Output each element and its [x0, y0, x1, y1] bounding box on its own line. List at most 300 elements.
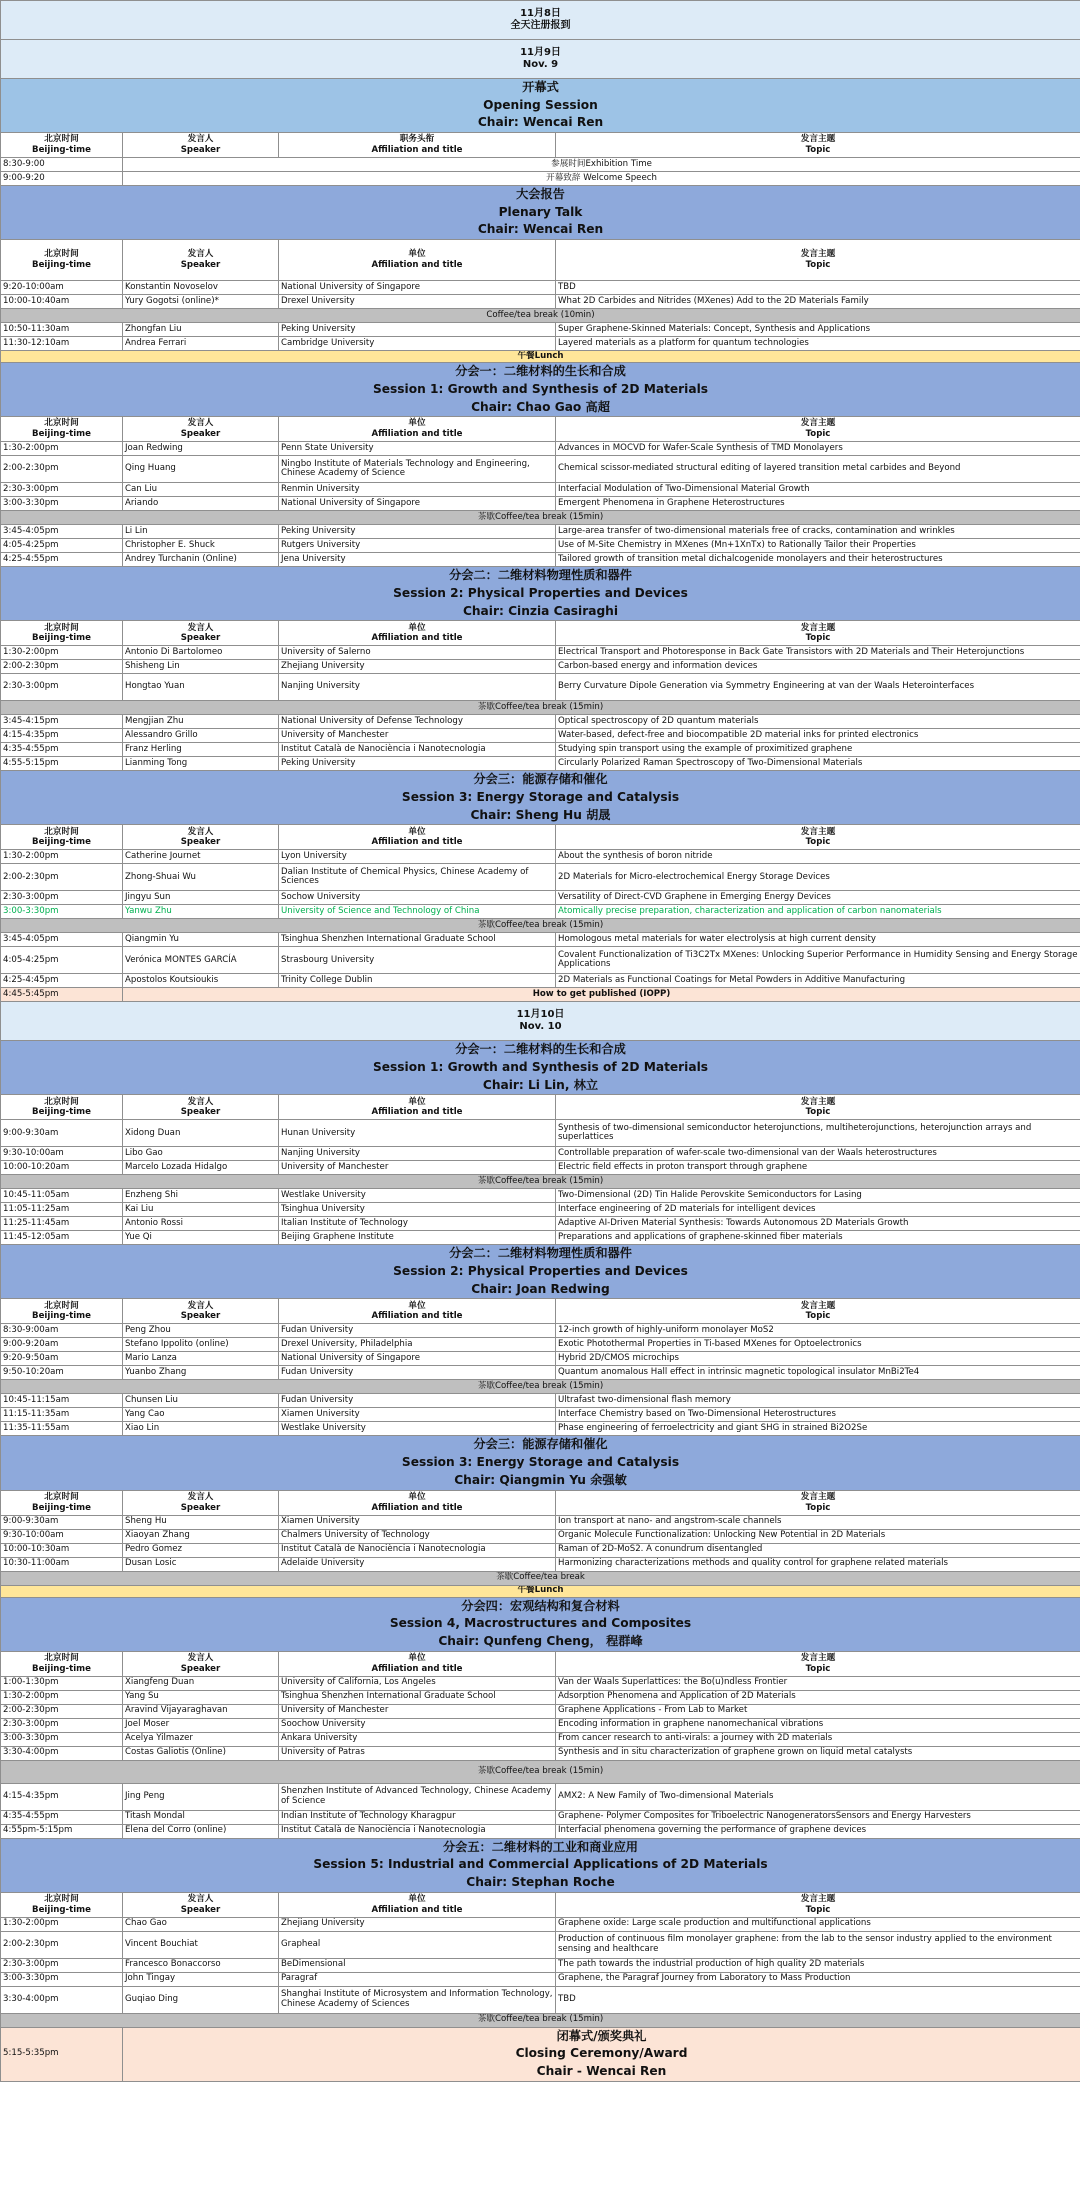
session-chair: Chair: Chao Gao 高超 [471, 399, 610, 414]
topic-header-cn: 发言主题 [800, 1096, 836, 1107]
talk-topic: Large-area transfer of two-dimensional materials free of cracks, contamination and wrinkles [556, 525, 1080, 539]
talk-aff: Shanghai Institute of Microsystem and Information Technology, Chinese Academy of Sciences [279, 1986, 556, 2013]
talk-time: 3:00-3:30pm [1, 905, 123, 919]
time-header-cn: 北京时间 [44, 826, 79, 837]
talk-row [1, 1746, 1080, 1760]
affiliation-header-cn: 单位 [408, 1652, 426, 1663]
talk-aff: Chalmers University of Technology [279, 1529, 556, 1543]
time-header [1, 1651, 123, 1676]
lunch-break-row [1, 1585, 1080, 1597]
time-header [1, 1299, 123, 1324]
talk-aff: Ningbo Institute of Materials Technology and Engineering, Chinese Academy of Science [279, 456, 556, 483]
talk-topic: Graphene Applications - From Lab to Market [556, 1704, 1080, 1718]
affiliation-header [279, 1490, 556, 1515]
talk-aff: Xiamen University [279, 1515, 556, 1529]
talk-topic: About the synthesis of boron nitride [556, 850, 1080, 864]
talk-time: 2:30-3:00pm [1, 1718, 123, 1732]
program-body [1, 1, 1080, 2082]
coffee-break-row [1, 309, 1080, 323]
session-en: Session 2: Physical Properties and Devices [393, 1264, 688, 1279]
talk-topic: Super Graphene-Skinned Materials: Concept, Synthesis and Applications [556, 323, 1080, 337]
day1-session1-header-row [1, 363, 1080, 417]
talk-time: 2:00-2:30pm [1, 660, 123, 674]
talk-time: 10:45-11:05am [1, 1189, 123, 1203]
talk-topic: Graphene oxide: Large scale production and multifunctional applications [556, 1917, 1080, 1931]
session-en: Session 2: Physical Properties and Devices [393, 585, 688, 600]
talk-topic: Interface engineering of 2D materials for intelligent devices [556, 1203, 1080, 1217]
talk-aff: Cambridge University [279, 337, 556, 351]
talk-row [1, 497, 1080, 511]
talk-row [1, 974, 1080, 988]
coffee-break: 茶歇Coffee/tea break (15min) [1, 2013, 1080, 2027]
session-en: Session 3: Energy Storage and Catalysis [401, 789, 680, 804]
talk-time: 10:00-10:40am [1, 295, 123, 309]
session-en: Session 1: Growth and Synthesis of 2D Materials [372, 381, 709, 396]
talk-row [1, 1972, 1080, 1986]
talk-speaker: Andrea Ferrari [123, 337, 279, 351]
talk-row [1, 456, 1080, 483]
day1-session3-header [1, 771, 1080, 825]
talk-time: 3:45-4:15pm [1, 715, 123, 729]
talk-speaker: Joan Redwing [123, 442, 279, 456]
talk-aff: Dalian Institute of Chemical Physics, Chinese Academy of Sciences [279, 864, 556, 891]
talk-aff: Peking University [279, 757, 556, 771]
day-nov10-banner [1, 1002, 1080, 1041]
talk-time: 9:30-10:00am [1, 1147, 123, 1161]
talk-row [1, 295, 1080, 309]
session-chair: Chair: Qiangmin Yu 余强敏 [454, 1472, 627, 1487]
time-header [1, 1095, 123, 1120]
talk-aff: Italian Institute of Technology [279, 1217, 556, 1231]
affiliation-header [279, 417, 556, 442]
day-date-en: Nov. 9 [522, 59, 559, 70]
coffee-break-row [1, 1571, 1080, 1585]
talk-speaker: Verónica MONTES GARCÍA [123, 947, 279, 974]
time-header [1, 133, 123, 158]
speaker-header-en: Speaker [180, 145, 221, 156]
session-chair: Chair: Sheng Hu 胡晟 [470, 807, 611, 822]
talk-aff: Renmin University [279, 483, 556, 497]
talk-speaker: Aravind Vijayaraghavan [123, 1704, 279, 1718]
time-header-cn: 北京时间 [44, 1300, 79, 1311]
talk-time: 3:45-4:05pm [1, 525, 123, 539]
talk-time: 9:00-9:20am [1, 1338, 123, 1352]
talk-speaker: Christopher E. Shuck [123, 539, 279, 553]
affiliation-header [279, 1892, 556, 1917]
talk-aff: Drexel University, Philadelphia [279, 1338, 556, 1352]
talk-row [1, 757, 1080, 771]
closing-en: Closing Ceremony/Award [515, 2046, 688, 2061]
talk-speaker: Antonio Rossi [123, 1217, 279, 1231]
session-chair: Chair: Cinzia Casiraghi [462, 603, 619, 618]
talk-time: 3:45-4:05pm [1, 933, 123, 947]
opening-session-header [1, 79, 1080, 133]
talk-time: 3:00-3:30pm [1, 1732, 123, 1746]
time-header-en: Beijing-time [32, 429, 91, 440]
talk-time: 1:30-2:00pm [1, 442, 123, 456]
talk-speaker: Yang Cao [123, 1408, 279, 1422]
publishing-talk-time: 4:45-5:45pm [1, 988, 123, 1002]
talk-speaker: Yury Gogotsi (online)* [123, 295, 279, 309]
session-en: Session 1: Growth and Synthesis of 2D Materials [372, 1060, 709, 1074]
day1-session2-header [1, 567, 1080, 621]
talk-speaker: Li Lin [123, 525, 279, 539]
affiliation-header-cn: 单位 [408, 1096, 426, 1107]
talk-speaker: Peng Zhou [123, 1324, 279, 1338]
talk-time: 10:45-11:15am [1, 1394, 123, 1408]
talk-topic: Preparations and applications of graphene-skinned fiber materials [556, 1231, 1080, 1245]
talk-row [1, 1732, 1080, 1746]
talk-time: 4:25-4:45pm [1, 974, 123, 988]
talk-aff: Sochow University [279, 891, 556, 905]
talk-aff: National University of Singapore [279, 1352, 556, 1366]
talk-row [1, 281, 1080, 295]
talk-aff: Zhejiang University [279, 660, 556, 674]
talk-topic: Two-Dimensional (2D) Tin Halide Perovskite Semiconductors for Lasing [556, 1189, 1080, 1203]
speaker-header [123, 1490, 279, 1515]
time-header-cn: 北京时间 [44, 134, 79, 145]
topic-header [556, 240, 1080, 281]
talk-topic: The path towards the industrial production of high quality 2D materials [556, 1958, 1080, 1972]
day1-session3-header-row [1, 771, 1080, 825]
talk-topic: Synthesis of two-dimensional semiconductor heterojunctions, multiheterojunctions, heterojunction arrays and superlattices [556, 1120, 1080, 1147]
talk-topic: AMX2: A New Family of Two-dimensional Materials [556, 1783, 1080, 1810]
talk-topic: Electric field effects in proton transport through graphene [556, 1161, 1080, 1175]
talk-aff: Jena University [279, 553, 556, 567]
affiliation-header-cn: 单位 [408, 249, 426, 260]
talk-row [1, 1917, 1080, 1931]
topic-header [556, 1095, 1080, 1120]
talk-aff: Peking University [279, 525, 556, 539]
talk-time: 2:30-3:00pm [1, 483, 123, 497]
column-header-row [1, 1892, 1080, 1917]
talk-time: 1:30-2:00pm [1, 1690, 123, 1704]
column-header-row [1, 240, 1080, 281]
talk-topic: TBD [556, 281, 1080, 295]
talk-time: 2:00-2:30pm [1, 1931, 123, 1958]
topic-header-cn: 发言主题 [800, 622, 836, 633]
talk-aff: Ankara University [279, 1732, 556, 1746]
affiliation-header-en: Affiliation and title [371, 260, 463, 271]
talk-topic: Interfacial phenomena governing the performance of graphene devices [556, 1824, 1080, 1838]
talk-row [1, 1704, 1080, 1718]
coffee-break-row [1, 919, 1080, 933]
talk-aff: University of Manchester [279, 1704, 556, 1718]
talk-speaker: Xiaoyan Zhang [123, 1529, 279, 1543]
talk-topic: Interfacial Modulation of Two-Dimensional Material Growth [556, 483, 1080, 497]
talk-topic: Graphene- Polymer Composites for Triboelectric NanogeneratorsSensors and Energy Harvesters [556, 1810, 1080, 1824]
session-cn: 分会一：二维材料的生长和合成 [455, 364, 626, 379]
talk-aff: Grapheal [279, 1931, 556, 1958]
opening-session-header-row [1, 79, 1080, 133]
day1-session2-header-row [1, 567, 1080, 621]
talk-time: 4:55pm-5:15pm [1, 1824, 123, 1838]
talk-row [1, 729, 1080, 743]
talk-topic: Optical spectroscopy of 2D quantum materials [556, 715, 1080, 729]
talk-time: 1:30-2:00pm [1, 646, 123, 660]
talk-aff: National University of Singapore [279, 497, 556, 511]
topic-header-cn: 发言主题 [800, 1491, 836, 1502]
talk-row [1, 743, 1080, 757]
exhibition-time-time: 8:30-9:00 [1, 158, 123, 172]
affiliation-header [279, 1095, 556, 1120]
talk-aff: Institut Català de Nanociència i Nanotecnologia [279, 743, 556, 757]
talk-row [1, 947, 1080, 974]
talk-aff: Adelaide University [279, 1557, 556, 1571]
affiliation-header-en: Affiliation and title [371, 633, 463, 644]
talk-aff: Soochow University [279, 1718, 556, 1732]
talk-aff: National University of Defense Technology [279, 715, 556, 729]
talk-time: 3:30-4:00pm [1, 1986, 123, 2013]
talk-row [1, 525, 1080, 539]
session-cn: 开幕式 [522, 80, 559, 94]
speaker-header-cn: 发言人 [187, 1652, 214, 1663]
talk-row [1, 1422, 1080, 1436]
day-nov9-banner [1, 40, 1080, 79]
talk-aff: Penn State University [279, 442, 556, 456]
talk-time: 11:35-11:55am [1, 1422, 123, 1436]
publishing-talk-row [1, 988, 1080, 1002]
talk-speaker: Yue Qi [123, 1231, 279, 1245]
talk-aff: Beijing Graphene Institute [279, 1231, 556, 1245]
talk-speaker: Shisheng Lin [123, 660, 279, 674]
talk-speaker: Ariando [123, 497, 279, 511]
talk-row [1, 337, 1080, 351]
talk-aff: Xiamen University [279, 1408, 556, 1422]
talk-row [1, 905, 1080, 919]
topic-header [556, 133, 1080, 158]
talk-time: 3:00-3:30pm [1, 497, 123, 511]
time-header-en: Beijing-time [32, 1311, 91, 1322]
talk-time: 4:05-4:25pm [1, 947, 123, 974]
closing-ceremony-row [1, 2027, 1080, 2081]
time-header-en: Beijing-time [32, 1904, 91, 1915]
session-chair: Chair: Wencai Ren [477, 115, 604, 130]
day2-session3-header-row [1, 1436, 1080, 1490]
talk-topic: Chemical scissor-mediated structural editing of layered transition metal carbides and Beyond [556, 456, 1080, 483]
time-header-en: Beijing-time [32, 1502, 91, 1513]
talk-aff: Lyon University [279, 850, 556, 864]
talk-aff: Shenzhen Institute of Advanced Technology, Chinese Academy of Science [279, 1783, 556, 1810]
talk-time: 3:00-3:30pm [1, 1972, 123, 1986]
speaker-header-en: Speaker [180, 1311, 221, 1322]
talk-speaker: Titash Mondal [123, 1810, 279, 1824]
session-en: Session 5: Industrial and Commercial Applications of 2D Materials [313, 1857, 768, 1872]
talk-aff: Paragraf [279, 1972, 556, 1986]
talk-row [1, 553, 1080, 567]
time-header [1, 621, 123, 646]
talk-speaker: Chunsen Liu [123, 1394, 279, 1408]
talk-aff: University of Salerno [279, 646, 556, 660]
talk-row [1, 646, 1080, 660]
lunch-break: 午餐Lunch [1, 1585, 1080, 1597]
talk-aff: Fudan University [279, 1366, 556, 1380]
talk-speaker: Konstantin Novoselov [123, 281, 279, 295]
session-cn: 分会二：二维材料物理性质和器件 [449, 568, 632, 583]
coffee-break: 茶歇Coffee/tea break (15min) [1, 1175, 1080, 1189]
speaker-header [123, 1299, 279, 1324]
speaker-header-cn: 发言人 [187, 249, 214, 260]
talk-topic: Emergent Phenomena in Graphene Heterostructures [556, 497, 1080, 511]
time-header-cn: 北京时间 [44, 418, 79, 429]
speaker-header [123, 417, 279, 442]
talk-row [1, 1676, 1080, 1690]
talk-row [1, 1203, 1080, 1217]
session-chair: Chair: Stephan Roche [466, 1874, 615, 1889]
topic-header-cn: 发言主题 [800, 418, 836, 429]
column-header-row [1, 825, 1080, 850]
talk-row [1, 1366, 1080, 1380]
talk-speaker: Hongtao Yuan [123, 674, 279, 701]
talk-speaker: Costas Galiotis (Online) [123, 1746, 279, 1760]
talk-topic: From cancer research to anti-virals: a journey with 2D materials [556, 1732, 1080, 1746]
exhibition-time: 参展时间Exhibition Time [123, 158, 1080, 172]
talk-row [1, 1515, 1080, 1529]
talk-time: 9:00-9:30am [1, 1120, 123, 1147]
session-en: Session 4, Macrostructures and Composites [389, 1616, 692, 1631]
talk-topic: Van der Waals Superlattices: the Bo(u)ndless Frontier [556, 1676, 1080, 1690]
day2-session2-header [1, 1245, 1080, 1299]
talk-speaker: Xidong Duan [123, 1120, 279, 1147]
talk-speaker: Mario Lanza [123, 1352, 279, 1366]
talk-aff: Westlake University [279, 1422, 556, 1436]
talk-time: 11:15-11:35am [1, 1408, 123, 1422]
welcome-speech: 开幕致辞 Welcome Speech [123, 172, 1080, 186]
topic-header-en: Topic [805, 837, 831, 848]
talk-speaker: Antonio Di Bartolomeo [123, 646, 279, 660]
talk-speaker: Vincent Bouchiat [123, 1931, 279, 1958]
affiliation-header [279, 1651, 556, 1676]
talk-aff: Drexel University [279, 295, 556, 309]
talk-speaker: Kai Liu [123, 1203, 279, 1217]
speaker-header [123, 133, 279, 158]
talk-time: 4:15-4:35pm [1, 729, 123, 743]
talk-row [1, 483, 1080, 497]
closing-ceremony [123, 2027, 1080, 2081]
publishing-talk: How to get published (IOPP) [123, 988, 1080, 1002]
time-header [1, 417, 123, 442]
affiliation-header-cn: 单位 [408, 1300, 426, 1311]
talk-topic: Controllable preparation of wafer-scale two-dimensional van der Waals heterostructures [556, 1147, 1080, 1161]
talk-aff: University of Manchester [279, 729, 556, 743]
welcome-speech-time: 9:00-9:20 [1, 172, 123, 186]
talk-speaker: Francesco Bonaccorso [123, 1958, 279, 1972]
coffee-break: 茶歇Coffee/tea break (15min) [1, 1760, 1080, 1783]
talk-topic: Covalent Functionalization of Ti3C2Tx MXenes: Unlocking Superior Performance in Humidity Sensing and Energy Storage Applications [556, 947, 1080, 974]
talk-row [1, 1718, 1080, 1732]
talk-row [1, 1231, 1080, 1245]
talk-time: 8:30-9:00am [1, 1324, 123, 1338]
talk-topic: 2D Materials as Functional Coatings for Metal Powders in Additive Manufacturing [556, 974, 1080, 988]
topic-header [556, 825, 1080, 850]
talk-time: 2:30-3:00pm [1, 1958, 123, 1972]
coffee-break: 茶歇Coffee/tea break [1, 1571, 1080, 1585]
time-header-en: Beijing-time [32, 1663, 91, 1674]
speaker-header-en: Speaker [180, 837, 221, 848]
topic-header-cn: 发言主题 [800, 134, 836, 145]
talk-topic: Electrical Transport and Photoresponse in Back Gate Transistors with 2D Materials and Their Heterojunctions [556, 646, 1080, 660]
column-header-row [1, 1095, 1080, 1120]
affiliation-header [279, 240, 556, 281]
talk-speaker: Alessandro Grillo [123, 729, 279, 743]
talk-topic: Interface Chemistry based on Two-Dimensional Heterostructures [556, 1408, 1080, 1422]
talk-aff: Westlake University [279, 1189, 556, 1203]
speaker-header-en: Speaker [180, 633, 221, 644]
welcome-speech-row [1, 172, 1080, 186]
speaker-header-en: Speaker [180, 1107, 221, 1118]
session-cn: 分会一：二维材料的生长和合成 [455, 1042, 626, 1057]
talk-row [1, 715, 1080, 729]
day-date: 11月8日 [520, 7, 561, 19]
talk-speaker: Lianming Tong [123, 757, 279, 771]
talk-speaker: Mengjian Zhu [123, 715, 279, 729]
talk-time: 9:20-9:50am [1, 1352, 123, 1366]
talk-row [1, 1161, 1080, 1175]
talk-topic: Harmonizing characterizations methods and quality control for graphene related materials [556, 1557, 1080, 1571]
affiliation-header-cn: 单位 [408, 622, 426, 633]
affiliation-header [279, 621, 556, 646]
time-header-cn: 北京时间 [44, 1652, 79, 1663]
day-date: 11月10日 [516, 1008, 565, 1020]
talk-speaker: Marcelo Lozada Hidalgo [123, 1161, 279, 1175]
talk-time: 2:30-3:00pm [1, 674, 123, 701]
talk-time: 9:20-10:00am [1, 281, 123, 295]
talk-speaker: Pedro Gomez [123, 1543, 279, 1557]
speaker-header [123, 1651, 279, 1676]
talk-time: 4:35-4:55pm [1, 1810, 123, 1824]
day2-session1-header [1, 1041, 1080, 1095]
coffee-break: Coffee/tea break (10min) [1, 309, 1080, 323]
talk-topic: Organic Molecule Functionalization: Unlocking New Potential in 2D Materials [556, 1529, 1080, 1543]
session-cn: 分会三：能源存储和催化 [473, 1437, 608, 1452]
talk-speaker: Joel Moser [123, 1718, 279, 1732]
affiliation-header-cn: 单位 [408, 826, 426, 837]
speaker-header-cn: 发言人 [187, 1096, 214, 1107]
day2-session4-header [1, 1597, 1080, 1651]
affiliation-header-cn: 职务头衔 [399, 134, 435, 145]
talk-row [1, 891, 1080, 905]
topic-header-en: Topic [805, 1663, 831, 1674]
coffee-break-row [1, 1380, 1080, 1394]
session-cn: 分会五：二维材料的工业和商业应用 [443, 1839, 638, 1854]
talk-aff: Tsinghua Shenzhen International Graduate School [279, 933, 556, 947]
session-cn: 分会三：能源存储和催化 [473, 772, 608, 787]
talk-aff: University of Science and Technology of China [279, 905, 556, 919]
talk-speaker: Stefano Ippolito (online) [123, 1338, 279, 1352]
talk-time: 10:30-11:00am [1, 1557, 123, 1571]
speaker-header-cn: 发言人 [187, 1300, 214, 1311]
lunch-break-row [1, 351, 1080, 363]
talk-time: 4:25-4:55pm [1, 553, 123, 567]
time-header-cn: 北京时间 [44, 1491, 79, 1502]
coffee-break-row [1, 1175, 1080, 1189]
talk-topic: Adaptive AI-Driven Material Synthesis: Towards Autonomous 2D Materials Growth [556, 1217, 1080, 1231]
column-header-row [1, 1651, 1080, 1676]
talk-row [1, 1217, 1080, 1231]
affiliation-header-cn: 单位 [408, 418, 426, 429]
talk-row [1, 1338, 1080, 1352]
affiliation-header-en: Affiliation and title [371, 837, 463, 848]
column-header-row [1, 621, 1080, 646]
talk-speaker: Yang Su [123, 1690, 279, 1704]
talk-aff: Nanjing University [279, 674, 556, 701]
speaker-header-en: Speaker [180, 1502, 221, 1513]
session-en: Opening Session [483, 97, 598, 112]
talk-row [1, 1394, 1080, 1408]
coffee-break: 茶歇Coffee/tea break (15min) [1, 1380, 1080, 1394]
talk-topic: Water-based, defect-free and biocompatible 2D material inks for printed electronics [556, 729, 1080, 743]
topic-header-en: Topic [805, 145, 831, 156]
